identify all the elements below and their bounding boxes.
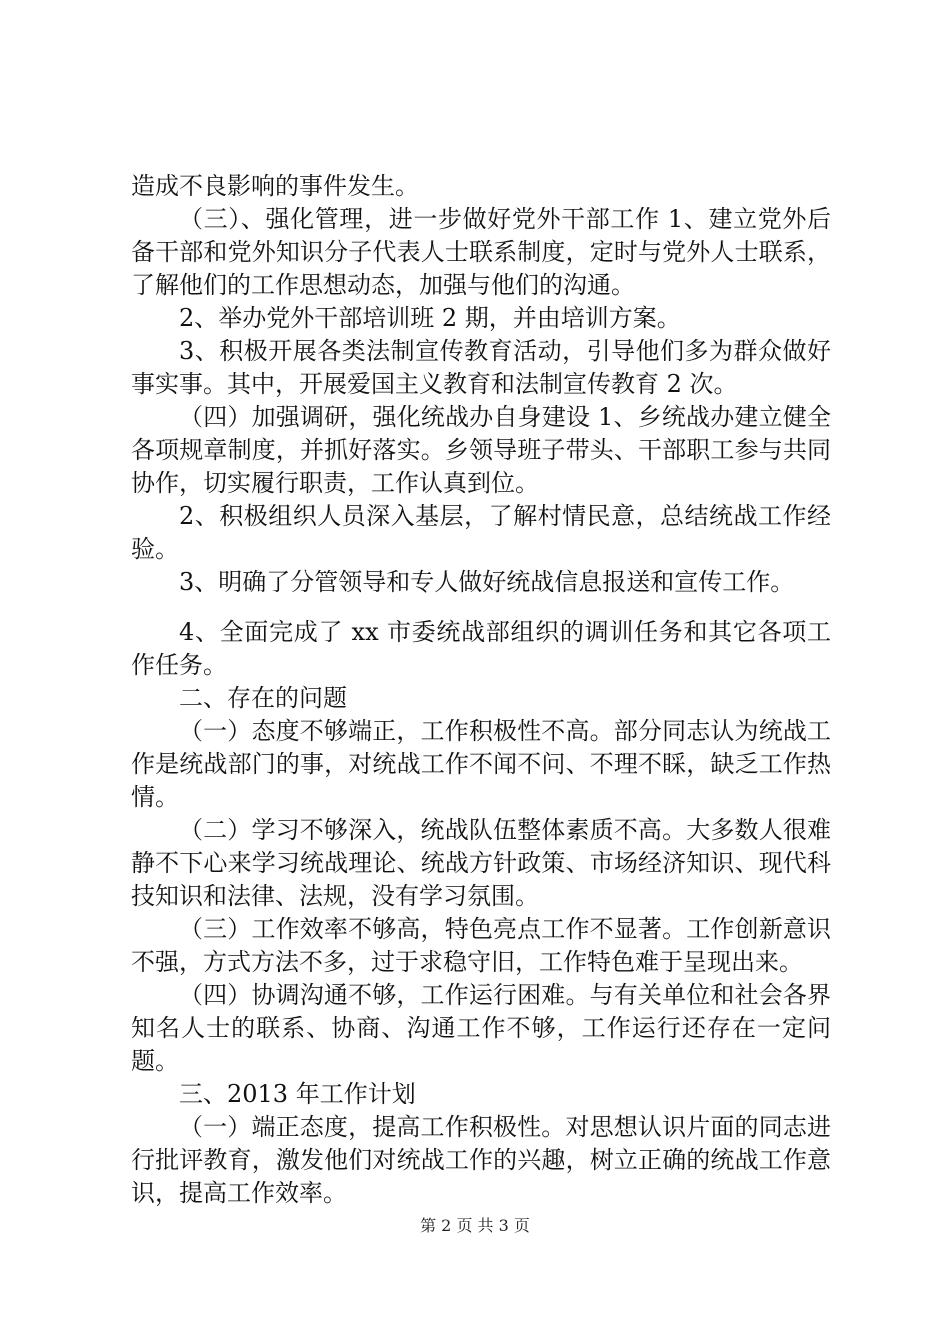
paragraph: 3、积极开展各类法制宣传教育活动，引导他们多为群众做好事实事。其中，开展爱国主义教育和法制宣传教育 2 次。 (131, 337, 831, 398)
paragraph: （三）、强化管理，进一步做好党外干部工作 1、建立党外后备干部和党外知识分子代表人士联系制度，定时与党外人士联系，了解他们的工作思想动态，加强与他们的沟通。 (131, 205, 831, 299)
paragraph: （四）协调沟通不够，工作运行困难。与有关单位和社会各界知名人士的联系、协商、沟通工作不够，工作运行还存在一定问题。 (131, 981, 831, 1075)
paragraph: 4、全面完成了 xx 市委统战部组织的调训任务和其它各项工作任务。 (131, 618, 831, 679)
paragraph: 3、明确了分管领导和专人做好统战信息报送和宣传工作。 (179, 568, 795, 596)
paragraph: （二）学习不够深入，统战队伍整体素质不高。大多数人很难静不下心来学习统战理论、统战方针政策、市场经济知识、现代科技知识和法律、法规，没有学习氛围。 (131, 816, 831, 910)
page-number-footer: 第 2 页 共 3 页 (420, 1216, 530, 1235)
paragraph: （三）工作效率不够高，特色亮点工作不显著。工作创新意识不强，方式方法不多，过于求稳守旧，工作特色难于呈现出来。 (131, 915, 831, 976)
section-heading: 三、2013 年工作计划 (179, 1080, 416, 1108)
document-body (131, 170, 831, 1210)
paragraph: （四）加强调研，强化统战办自身建设 1、乡统战办建立健全各项规章制度，并抓好落实。乡领导班子带头、干部职工参与共同协作，切实履行职责，工作认真到位。 (131, 403, 831, 497)
paragraph: 2、举办党外干部培训班 2 期，并由培训方案。 (179, 304, 681, 332)
paragraph: 造成不良影响的事件发生。 (131, 172, 419, 200)
paragraph: （一）态度不够端正，工作积极性不高。部分同志认为统战工作是统战部门的事，对统战工作不闻不问、不理不睬，缺乏工作热情。 (131, 717, 831, 811)
section-heading: 二、存在的问题 (179, 684, 347, 712)
paragraph: （一）端正态度，提高工作积极性。对思想认识片面的同志进行批评教育，激发他们对统战工作的兴趣，树立正确的统战工作意识，提高工作效率。 (131, 1113, 831, 1207)
paragraph: 2、积极组织人员深入基层，了解村情民意，总结统战工作经验。 (131, 502, 831, 563)
